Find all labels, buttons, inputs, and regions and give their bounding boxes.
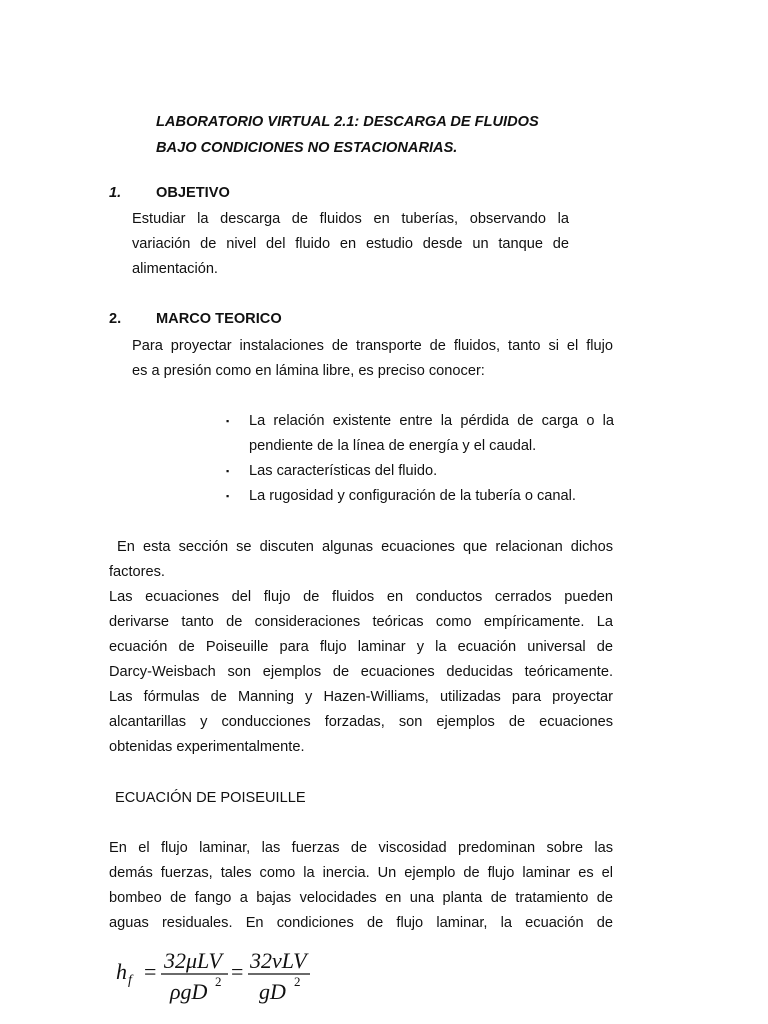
formula-lhs: h <box>116 959 127 984</box>
title-line-1: LABORATORIO VIRTUAL 2.1: DESCARGA DE FLUIDOS <box>156 114 539 130</box>
list-item-text: Las características del fluido. <box>249 463 438 479</box>
bullet-icon: ▪ <box>226 466 230 476</box>
list-item-text: La relación existente entre la pérdida de carga o la pendiente de la línea de energía y el caudal. <box>249 413 614 454</box>
list-item <box>226 409 614 459</box>
paragraph-line: Las fórmulas de Manning y Hazen-Williams, utilizadas para proyectar <box>109 689 613 705</box>
paragraph-line: En esta sección se discuten algunas ecuaciones que relacionan dichos <box>109 539 613 555</box>
paragraph-line: alcantarillas y conducciones forzadas, son ejemplos de ecuaciones <box>109 714 613 730</box>
main-paragraph <box>109 585 613 760</box>
paragraph-line: factores. <box>109 564 165 580</box>
paragraph-line: derivarse tanto de consideraciones teóricas como empíricamente. La <box>109 614 613 630</box>
list-item-text: La rugosidad y configuración de la tubería o canal. <box>249 488 576 504</box>
formula-frac1-numerator: 32μLV <box>164 948 222 973</box>
formula-frac2-numerator: 32νLV <box>250 948 307 973</box>
paragraph-line: Estudiar la descarga de fluidos en tuberías, observando la <box>132 211 569 227</box>
paragraph-line: Darcy-Weisbach son ejemplos de ecuaciones deducidas teóricamente. <box>109 664 613 680</box>
section-1-heading: OBJETIVO <box>156 185 230 201</box>
title-line-2: BAJO CONDICIONES NO ESTACIONARIAS. <box>156 140 458 156</box>
intro-paragraph <box>109 535 613 585</box>
section-1-paragraph <box>132 207 569 282</box>
paragraph-line: En el flujo laminar, las fuerzas de viscosidad predominan sobre las <box>109 840 613 856</box>
bullet-list <box>226 409 614 509</box>
formula-lhs-sub: f <box>128 973 132 988</box>
list-item <box>226 484 614 509</box>
paragraph-line: es a presión como en lámina libre, es preciso conocer: <box>132 363 485 379</box>
section-2-number: 2. <box>109 311 122 327</box>
section-1-number: 1. <box>109 185 122 201</box>
formula-frac1-exponent: 2 <box>215 974 222 989</box>
formula-equals-1: = <box>144 959 157 984</box>
list-item <box>226 459 614 484</box>
paragraph-line: obtenidas experimentalmente. <box>109 739 305 755</box>
paragraph-line: ecuación de Poiseuille para flujo laminar y la ecuación universal de <box>109 639 613 655</box>
paragraph-line: Las ecuaciones del flujo de fluidos en conductos cerrados pueden <box>109 589 613 605</box>
paragraph-line: aguas residuales. En condiciones de flujo laminar, la ecuación de <box>109 915 613 931</box>
formula-frac2-denominator: gD <box>259 979 286 1004</box>
formula-frac2-exponent: 2 <box>294 974 301 989</box>
laminar-paragraph <box>109 836 613 936</box>
section-2-paragraph <box>132 334 613 384</box>
bullet-icon: ▪ <box>226 416 230 426</box>
document-title <box>156 109 596 161</box>
poiseuille-formula <box>112 938 362 1008</box>
paragraph-line: bombeo de fango a bajas velocidades en una planta de tratamiento de <box>109 890 613 906</box>
bullet-icon: ▪ <box>226 491 230 501</box>
paragraph-line: demás fuerzas, tales como la inercia. Un ejemplo de flujo laminar es el <box>109 865 613 881</box>
paragraph-line: alimentación. <box>132 261 218 277</box>
paragraph-line: Para proyectar instalaciones de transporte de fluidos, tanto si el flujo <box>132 338 613 354</box>
subheading: ECUACIÓN DE POISEUILLE <box>115 790 306 806</box>
paragraph-line: variación de nivel del fluido en estudio desde un tanque de <box>132 236 569 252</box>
section-2-heading: MARCO TEORICO <box>156 311 282 327</box>
formula-frac1-denominator: ρgD <box>170 979 208 1004</box>
formula-equals-2: = <box>231 959 244 984</box>
